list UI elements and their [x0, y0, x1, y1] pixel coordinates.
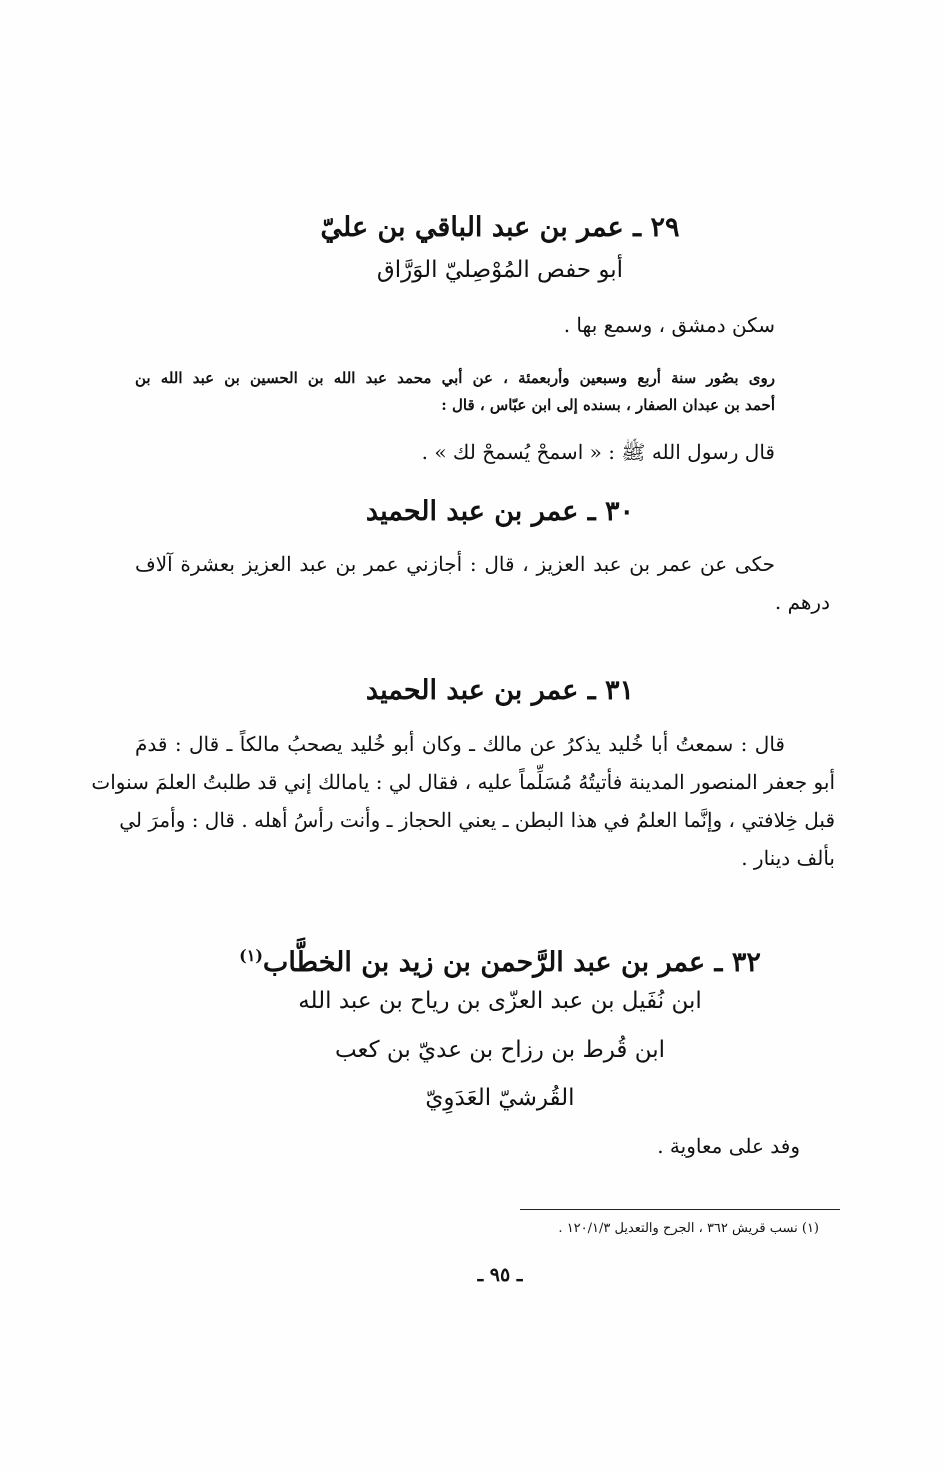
- entry-31-title: ٣١ ـ عمر بن عبد الحميد: [365, 675, 635, 706]
- entry-31-line-1: قال : سمعتُ أبا خُليد يذكرُ عن مالك ـ وكان أبو خُليد يصحبُ مالكاً ـ قال : قدمَ: [135, 732, 785, 756]
- entry-29-subtitle: أبو حفص المُوْصِليّ الوَرَّاق: [376, 257, 624, 283]
- entry-29-title: ٢٩ ـ عمر بن عبد الباقي بن عليّ: [320, 212, 680, 243]
- entry-30-paragraph: [135, 545, 830, 621]
- entry-32-paragraph: وفد على معاوية .: [657, 1134, 800, 1158]
- entry-30-title: ٣٠ ـ عمر بن عبد الحميد: [365, 496, 635, 527]
- entry-32-title-text: ٣٢ ـ عمر بن عبد الرَّحمن بن زيد بن الخطَّاب: [262, 947, 761, 978]
- entry-29-paragraph-2-line-2: أحمد بن عبدان الصفار ، بسنده إلى ابن عبّاس ، قال :: [441, 396, 775, 414]
- entry-32-lineage-2: ابن قُرط بن رزاح بن عديّ بن كعب: [334, 1037, 666, 1063]
- entry-32-title: [150, 945, 850, 981]
- entry-32-lineage-1: ابن نُفَيل بن عبد العزّى بن رياح بن عبد الله: [298, 988, 702, 1014]
- entry-29-hadith: قال رسول الله ﷺ : « اسمحْ يُسمحْ لك » .: [421, 440, 775, 464]
- entry-31-line-4: بألف دينار .: [741, 846, 835, 870]
- page-number: ـ ٩٥ ـ: [477, 1264, 523, 1286]
- footnote: (١) نسب قريش ٣٦٢ ، الجرح والتعديل ١٢٠/١/٣ .: [558, 1221, 819, 1236]
- entry-30-line-1: حكى عن عمر بن عبد العزيز ، قال : أجازني عمر بن عبد العزيز بعشرة آلاف: [135, 552, 775, 576]
- footnote-divider: [520, 1209, 840, 1210]
- entry-32-footnote-marker: (١): [239, 946, 263, 965]
- entry-29-paragraph-2: [135, 365, 775, 419]
- entry-32-lineage-3: القُرشيّ العَدَوِيّ: [425, 1085, 575, 1111]
- entry-29-paragraph-2-line-1: روى بصُور سنة أربع وسبعين وأربعمئة ، عن أبي محمد عبد الله بن الحسين بن عبد الله بن: [135, 369, 775, 387]
- entry-31-line-3: قبل خِلافتي ، وإنَّما العلمُ في هذا البطن ـ يعني الحجاز ـ وأنت رأسُ أهله . قال : وأمرَ لي: [119, 808, 835, 832]
- entry-31-paragraph: [91, 725, 835, 877]
- entry-29-paragraph-1: سكن دمشق ، وسمع بها .: [563, 313, 775, 337]
- entry-31-line-2: أبو جعفر المنصور المدينة فأتيتُهُ مُسَلِّماً عليه ، فقال لي : يامالك إني قد طلبتُ العلمَ سنوات: [91, 770, 835, 794]
- entry-30-line-2: درهم .: [774, 590, 830, 614]
